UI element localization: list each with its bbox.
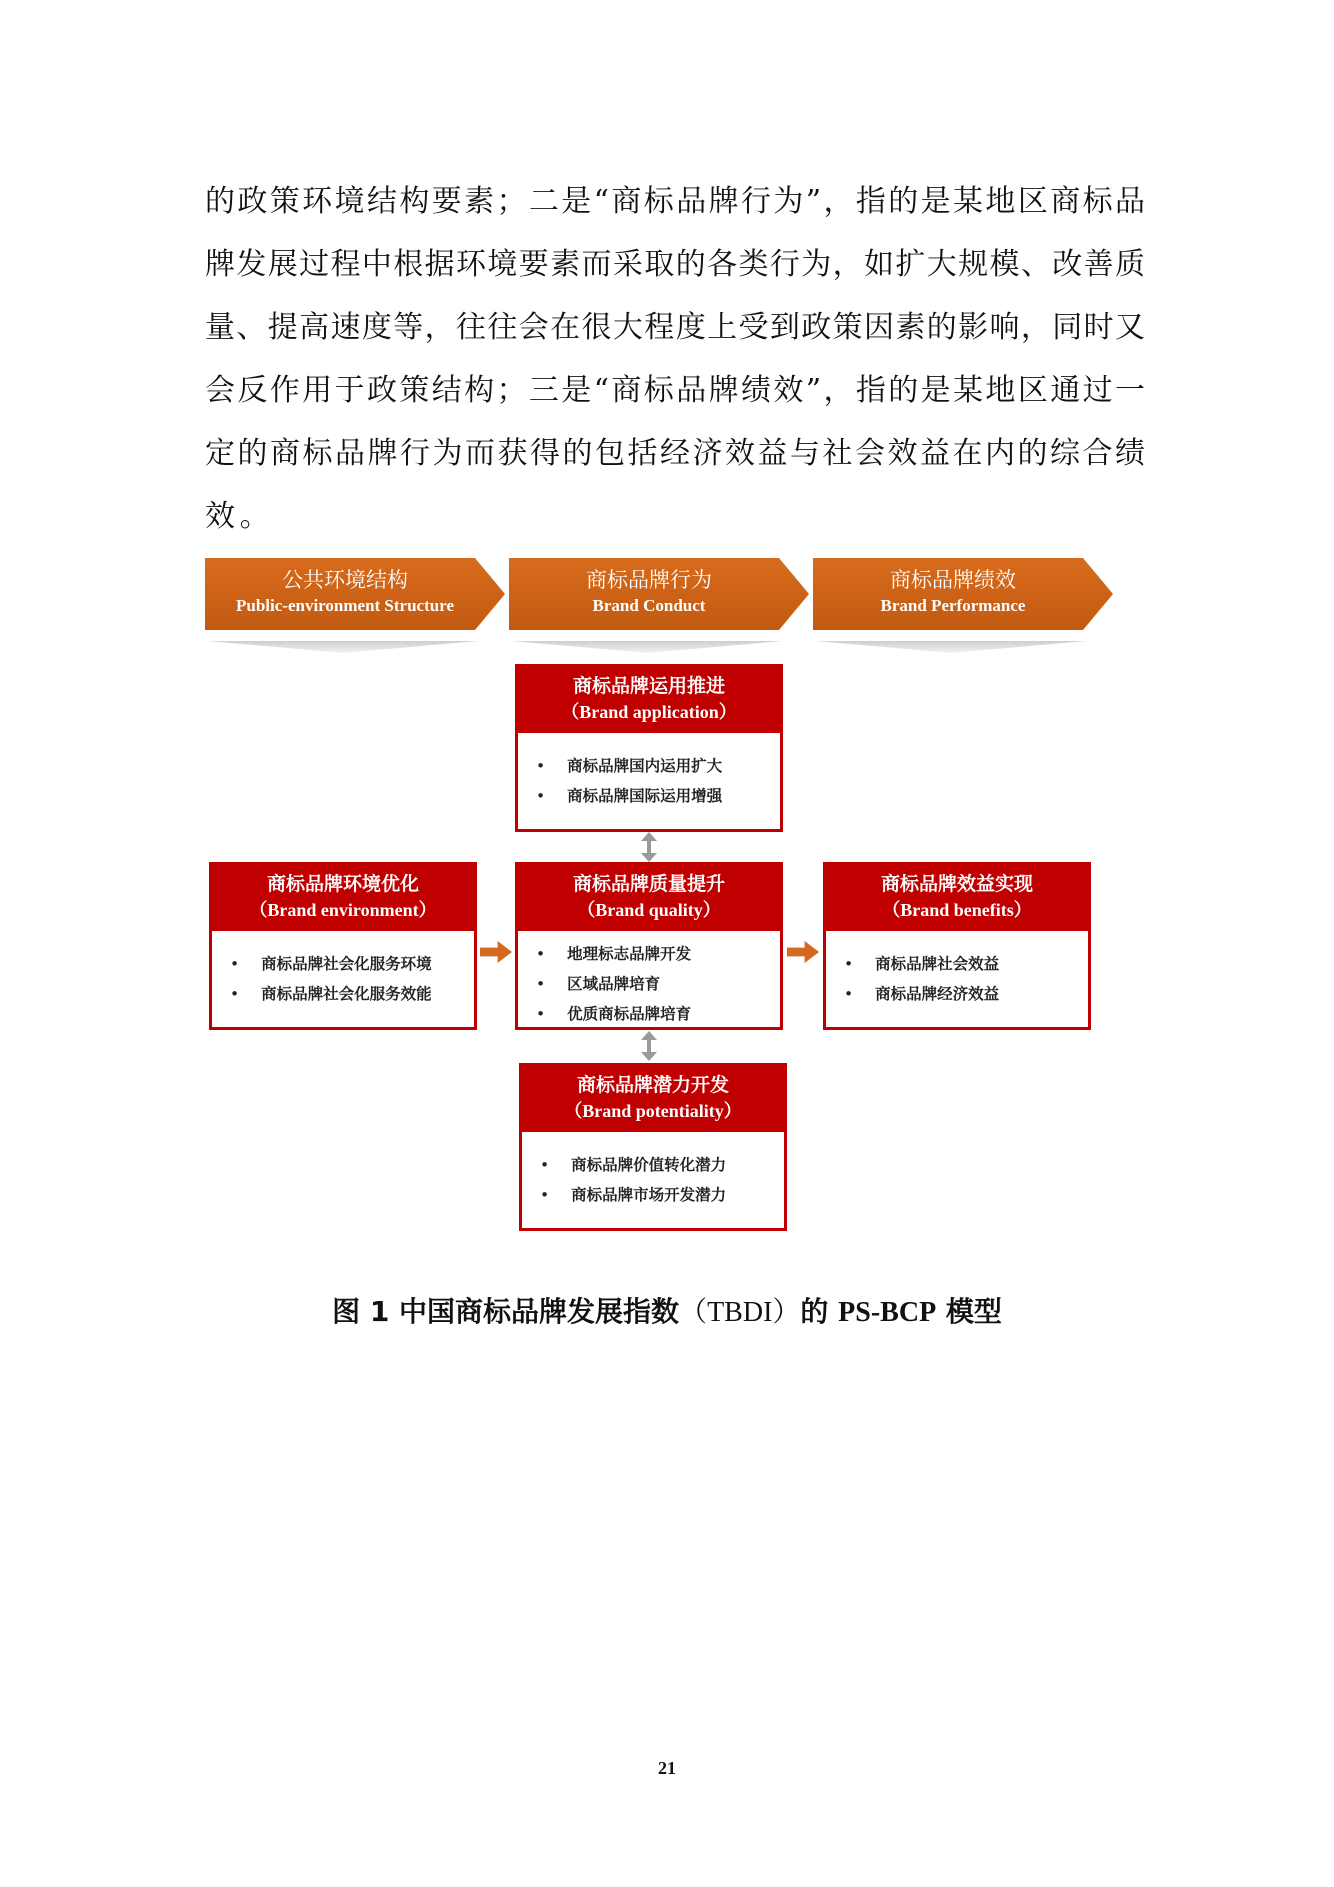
caption-paren-open: （ — [679, 1297, 708, 1328]
list-item: • 优质商标品牌培育 — [536, 999, 780, 1029]
box-brand-environment — [209, 862, 477, 1030]
header-chevron-conduct — [509, 558, 809, 630]
list-item: • 商标品牌经济效益 — [844, 979, 1088, 1009]
box-subtitle: （Brand quality） — [577, 900, 721, 920]
page-number: 21 — [658, 1758, 676, 1778]
header-cn: 商标品牌绩效 — [890, 568, 1016, 592]
box-title: 商标品牌运用推进 — [572, 675, 725, 697]
list-item: • 地理标志品牌开发 — [536, 939, 780, 969]
header-shadow — [208, 641, 478, 653]
header-en: Brand Conduct — [592, 596, 706, 615]
double-arrow-vertical-icon — [641, 832, 657, 862]
list-item: • 商标品牌社会化服务效能 — [230, 979, 474, 1009]
caption-suffix-end: 模型 — [936, 1295, 1002, 1328]
box-list — [826, 931, 1088, 1009]
paragraph-line: 定的商标品牌行为而获得的包括经济效益与社会效益在内的综合绩 — [205, 436, 1145, 471]
box-subtitle: （Brand environment） — [249, 900, 437, 920]
box-header — [518, 667, 780, 733]
figure-caption — [0, 1290, 1334, 1330]
caption-abbr: TBDI — [707, 1297, 773, 1328]
box-title: 商标品牌效益实现 — [880, 873, 1033, 895]
box-list — [522, 1132, 784, 1210]
box-brand-quality — [515, 862, 783, 1030]
box-title: 商标品牌环境优化 — [266, 873, 419, 895]
box-brand-application — [515, 664, 783, 832]
box-subtitle: （Brand benefits） — [882, 900, 1032, 920]
header-shadow — [816, 641, 1086, 653]
paragraph-line: 效。 — [205, 499, 275, 534]
list-item: • 商标品牌国际运用增强 — [536, 781, 780, 811]
paragraph-line: 牌发展过程中根据环境要素而采取的各类行为，如扩大规模、改善质 — [205, 247, 1145, 282]
list-item: • 区域品牌培育 — [536, 969, 780, 999]
box-header — [518, 865, 780, 931]
arrow-right-icon — [480, 941, 512, 963]
list-item: • 商标品牌市场开发潜力 — [540, 1180, 784, 1210]
box-list — [518, 931, 780, 1029]
header-chevron-structure — [205, 558, 505, 630]
box-subtitle: （Brand application） — [561, 702, 737, 722]
box-list — [212, 931, 474, 1009]
list-item: • 商标品牌社会效益 — [844, 949, 1088, 979]
body-paragraph — [205, 170, 1145, 548]
caption-paren-close: ） — [772, 1297, 801, 1328]
list-item: • 商标品牌国内运用扩大 — [536, 751, 780, 781]
box-title: 商标品牌质量提升 — [572, 873, 725, 895]
box-brand-potentiality — [519, 1063, 787, 1231]
caption-prefix: 图 1 中国商标品牌发展指数 — [332, 1295, 680, 1328]
box-header — [826, 865, 1088, 931]
box-list — [518, 733, 780, 811]
caption-suffix-cn: 的 — [800, 1295, 839, 1328]
arrow-right-icon — [787, 941, 819, 963]
header-shadow — [512, 641, 782, 653]
header-en: Brand Performance — [880, 596, 1026, 615]
header-cn: 商标品牌行为 — [586, 568, 712, 592]
paragraph-line: 量、提高速度等，往往会在很大程度上受到政策因素的影响，同时又 — [205, 310, 1145, 345]
header-chevron-performance — [813, 558, 1113, 630]
paragraph-line: 会反作用于政策结构；三是“商标品牌绩效”，指的是某地区通过一 — [205, 373, 1145, 408]
box-subtitle: （Brand potentiality） — [564, 1101, 742, 1121]
double-arrow-vertical-icon — [641, 1031, 657, 1061]
box-header — [212, 865, 474, 931]
list-item: • 商标品牌社会化服务环境 — [230, 949, 474, 979]
box-header — [522, 1066, 784, 1132]
header-en: Public-environment Structure — [236, 596, 454, 615]
paragraph-line: 的政策环境结构要素；二是“商标品牌行为”，指的是某地区商标品 — [205, 184, 1145, 219]
header-cn: 公共环境结构 — [282, 568, 408, 592]
box-brand-benefits — [823, 862, 1091, 1030]
list-item: • 商标品牌价值转化潜力 — [540, 1150, 784, 1180]
box-title: 商标品牌潜力开发 — [576, 1074, 729, 1096]
caption-model: PS-BCP — [838, 1297, 937, 1328]
